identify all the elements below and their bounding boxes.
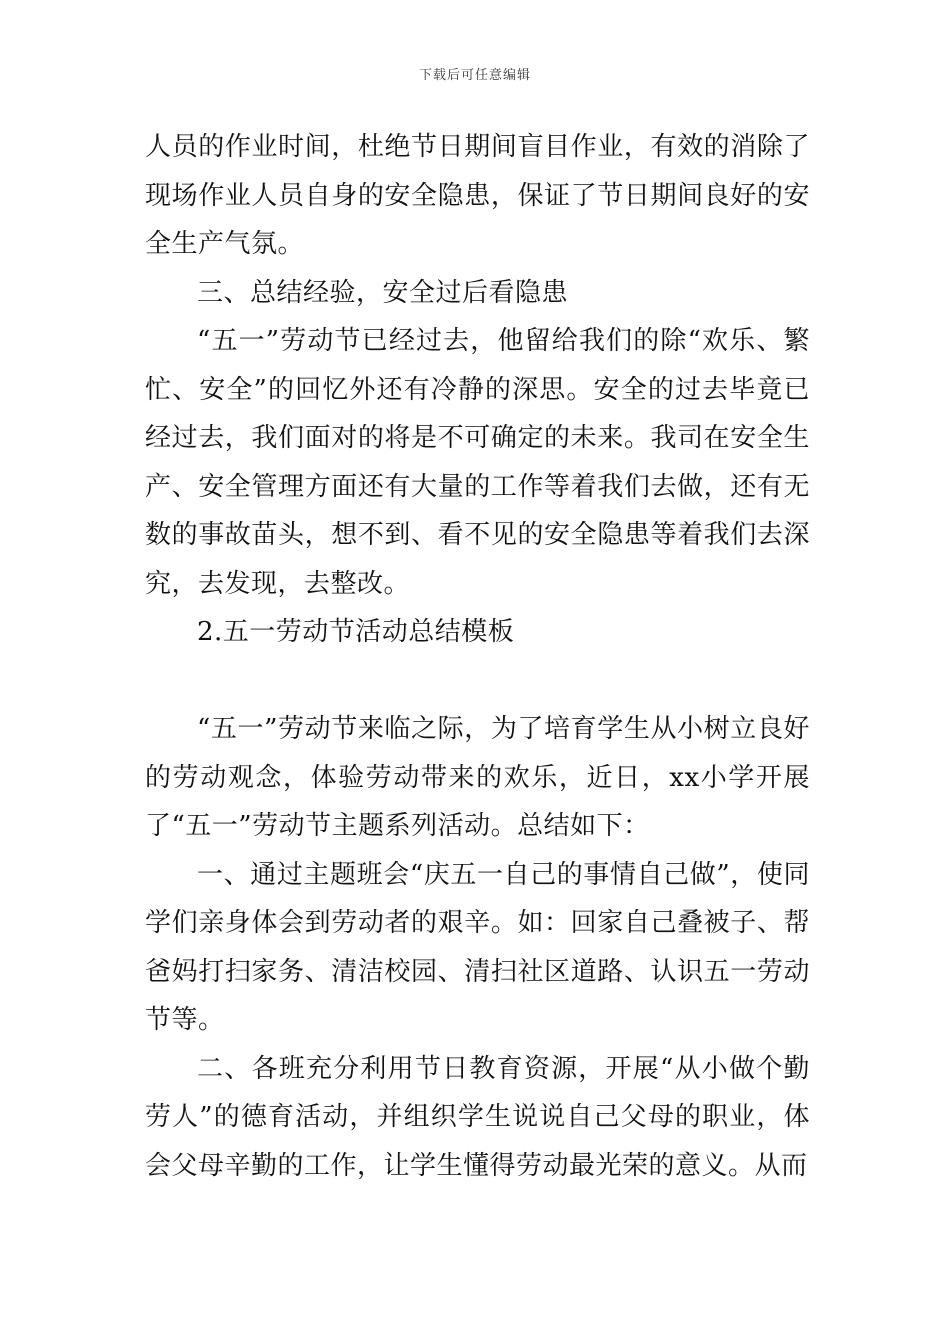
section-heading-template: 2.五一劳动节活动总结模板 <box>197 617 515 647</box>
paragraph-item-two: 二、各班充分利用节日教育资源，开展“从小做个勤劳人”的德育活动，并组织学生说说自己父母的职业，体会父母辛勤的工作，让学生懂得劳动最光荣的意义。从而 <box>145 1053 810 1181</box>
blank-line <box>145 657 810 706</box>
paragraph-intro: “五一”劳动节来临之际，为了培育学生从小树立良好的劳动观念，体验劳动带来的欢乐，近日，xx小学开展了“五一”劳动节主题系列活动。总结如下： <box>145 714 810 841</box>
page-header: 下载后可任意编辑 <box>418 68 531 83</box>
paragraph-reflection: “五一”劳动节已经过去，他留给我们的除“欢乐、繁忙、安全”的回忆外还有冷静的深思。安全的过去毕竟已经过去，我们面对的将是不可确定的未来。我司在安全生产、安全管理方面还有大量的工作等着我们去做，还有无数的事故苗头，想不到、看不见的安全隐患等着我们去深究，去发现，去整改。 <box>145 326 810 599</box>
paragraph-continuation: 人员的作业时间，杜绝节日期间盲目作业，有效的消除了现场作业人员自身的安全隐患，保证了节日期间良好的安全生产气氛。 <box>145 132 810 259</box>
document-body <box>145 123 810 1190</box>
paragraph-item-one: 一、通过主题班会“庆五一自己的事情自己做”，使同学们亲身体会到劳动者的艰辛。如：回家自己叠被子、帮爸妈打扫家务、清洁校园、清扫社区道路、认识五一劳动节等。 <box>145 859 810 1035</box>
section-heading-summary-experience: 三、总结经验，安全过后看隐患 <box>197 277 569 308</box>
